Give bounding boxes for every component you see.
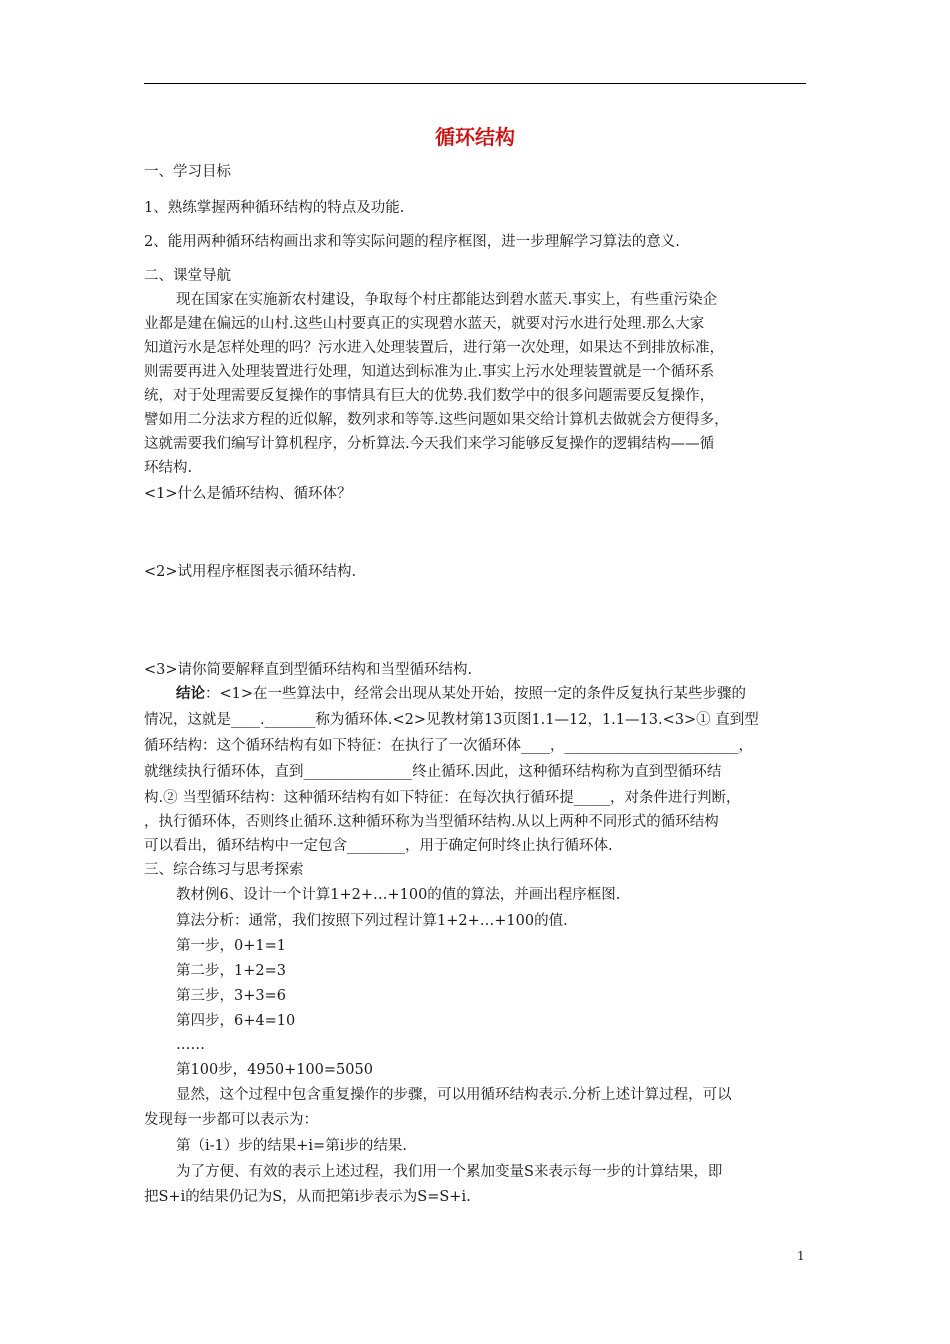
intro-line: 业都是建在偏远的山村.这些山村要真正的实现碧水蓝天，就要对污水进行处理.那么大家	[144, 316, 705, 332]
closing-line: 为了方便、有效的表示上述过程，我们用一个累加变量S来表示每一步的计算结果，即	[176, 1164, 723, 1180]
example-line: 第三步，3+3=6	[176, 988, 286, 1004]
page-title: 循环结构	[435, 125, 515, 149]
goal-2: 2、能用两种循环结构画出求和等实际问题的程序框图，进一步理解学习算法的意义.	[144, 234, 680, 250]
conclusion-line: 构.② 当型循环结构：这种循环结构有如下特征：在每次执行循环提_____，对条件进行判断，	[144, 790, 741, 806]
example-line: 第二步，1+2=3	[176, 963, 286, 979]
intro-line: 则需要再进入处理装置进行处理，知道达到标准为止.事实上污水处理装置就是一个循环系	[144, 364, 715, 380]
formula-line: 第（i-1）步的结果+i=第i步的结果.	[176, 1138, 407, 1154]
conclusion-line: ，执行循环体，否则终止循环.这种循环称为当型循环结构.从以上两种不同形式的循环结构	[144, 814, 719, 830]
intro-line: 统，对于处理需要反复操作的事情具有巨大的优势.我们数学中的很多问题需要反复操作，	[144, 388, 715, 404]
section-heading-1: 一、学习目标	[144, 164, 231, 180]
conclusion-line: 情况，这就是____._______称为循环体.<2>见教材第13页图1.1—12，1.1—13.<3>① 直到型	[144, 712, 759, 728]
section-heading-2: 二、课堂导航	[144, 268, 231, 284]
closing-line: 把S+i的结果仍记为S，从而把第i步表示为S=S+i.	[144, 1189, 471, 1205]
conclusion-line: 循环结构：这个循环结构有如下特征：在执行了一次循环体____，________________________，	[144, 738, 753, 754]
goal-1: 1、熟练掌握两种循环结构的特点及功能.	[144, 200, 405, 216]
conclusion-label: 结论	[176, 685, 205, 702]
header-rule	[144, 83, 806, 84]
example-line: 发现每一步都可以表示为：	[144, 1112, 318, 1128]
example-line: 第100步，4950+100=5050	[176, 1062, 373, 1078]
question-3: <3>请你简要解释直到型循环结构和当型循环结构.	[144, 662, 473, 678]
conclusion-text: ：<1>在一些算法中，经常会出现从某处开始，按照一定的条件反复执行某些步骤的	[205, 686, 747, 702]
intro-line: 知道污水是怎样处理的吗？污水进入处理装置后，进行第一次处理，如果达不到排放标准，	[144, 340, 724, 356]
example-line: ……	[176, 1037, 205, 1053]
question-1: <1>什么是循环结构、循环体？	[144, 486, 352, 502]
conclusion-line: 可以看出，循环结构中一定包含________，用于确定何时终止执行循环体.	[144, 838, 613, 854]
example-line: 第一步，0+1=1	[176, 938, 286, 954]
page-number: 1	[797, 1249, 805, 1263]
intro-line: 环结构.	[144, 460, 193, 476]
example-line: 算法分析：通常，我们按照下列过程计算1+2+…+100的值.	[176, 913, 568, 929]
conclusion-line	[176, 684, 746, 704]
example-line: 教材例6、设计一个计算1+2+…+100的值的算法，并画出程序框图.	[176, 887, 621, 903]
question-2: <2>试用程序框图表示循环结构.	[144, 564, 357, 580]
intro-line: 这就需要我们编写计算机程序，分析算法.今天我们来学习能够反复操作的逻辑结构——循	[144, 436, 715, 452]
conclusion-line: 就继续执行循环体，直到_______________终止循环.因此，这种循环结构称为直到型循环结	[144, 764, 722, 780]
section-heading-3: 三、综合练习与思考探索	[144, 862, 304, 878]
intro-line: 譬如用二分法求方程的近似解，数列求和等等.这些问题如果交给计算机去做就会方便得多，	[144, 412, 729, 428]
example-line: 显然，这个过程中包含重复操作的步骤，可以用循环结构表示.分析上述计算过程，可以	[176, 1087, 732, 1103]
example-line: 第四步，6+4=10	[176, 1013, 296, 1029]
intro-line: 现在国家在实施新农村建设，争取每个村庄都能达到碧水蓝天.事实上，有些重污染企	[176, 292, 718, 308]
